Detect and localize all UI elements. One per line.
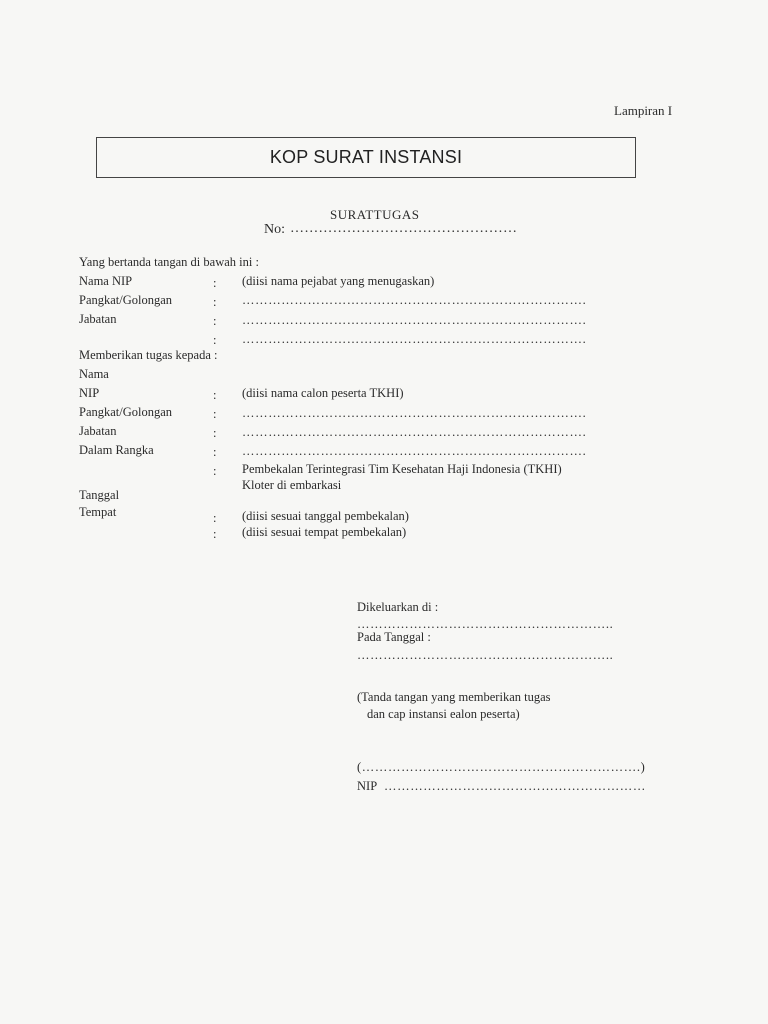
signer-extra-field: ……………………………………………………………………. <box>242 332 587 346</box>
colon: : <box>213 511 217 525</box>
document-title: SURATTUGAS <box>330 207 420 222</box>
letterhead-title: KOP SURAT INSTANSI <box>269 147 463 167</box>
signer-name-placeholder: (……………………………………………………….) <box>357 760 646 774</box>
assignee-tempat-label: Tempat <box>79 505 117 519</box>
assignee-pangkat-field: ……………………………………………………………………. <box>242 406 587 420</box>
assignee-dalam-rangka-label: Dalam Rangka <box>79 443 154 457</box>
letterhead-box <box>96 137 636 178</box>
colon: : <box>213 276 217 290</box>
document-number-label: No: <box>264 222 285 237</box>
issued-at-field: ………………………………………………….. <box>357 617 614 631</box>
signer-jabatan-label: Jabatan <box>79 312 117 326</box>
assignee-purpose-line-1: Pembekalan Terintegrasi Tim Kesehatan Haji Indonesia (TKHI) <box>242 462 562 476</box>
assignee-jabatan-label: Jabatan <box>79 424 117 438</box>
assignee-jabatan-field: ……………………………………………………………………. <box>242 425 587 439</box>
document-number-field: ………………………………………… <box>290 221 518 236</box>
colon: : <box>213 388 217 402</box>
signer-nip-field: …………………………………………………… <box>384 779 646 793</box>
issued-date-label: Pada Tanggal : <box>357 630 431 644</box>
assignee-purpose-line-2: Kloter di embarkasi <box>242 478 342 492</box>
colon: : <box>213 464 217 478</box>
assignee-nama-label: Nama <box>79 367 109 381</box>
assignee-dalam-rangka-field: ……………………………………………………………………. <box>242 444 587 458</box>
colon: : <box>213 445 217 459</box>
colon: : <box>213 314 217 328</box>
colon: : <box>213 426 217 440</box>
signer-jabatan-field: ……………………………………………………………………. <box>242 313 587 327</box>
assignee-nip-label: NIP <box>79 386 100 400</box>
signer-nip-label: NIP <box>357 779 378 793</box>
signature-note-line-2: dan cap instansi ealon peserta) <box>367 707 520 721</box>
signer-nama-nip-label: Nama NIP <box>79 274 133 288</box>
colon: : <box>213 407 217 421</box>
assignee-tanggal-label: Tanggal <box>79 488 120 502</box>
signer-intro: Yang bertanda tangan di bawah ini : <box>79 255 259 269</box>
signature-note-line-1: (Tanda tangan yang memberikan tugas <box>357 690 551 704</box>
signer-pangkat-label: Pangkat/Golongan <box>79 293 173 307</box>
assignee-tempat-value: (diisi sesuai tempat pembekalan) <box>242 525 407 539</box>
assignee-pangkat-label: Pangkat/Golongan <box>79 405 173 419</box>
assignee-tanggal-value: (diisi sesuai tanggal pembekalan) <box>242 509 409 523</box>
issued-at-label: Dikeluarkan di : <box>357 600 439 614</box>
colon: : <box>213 295 217 309</box>
assignee-nip-value: (diisi nama calon peserta TKHI) <box>242 386 404 400</box>
colon: : <box>213 527 217 541</box>
page-label: Lampiran I <box>614 103 673 118</box>
signer-pangkat-field: ……………………………………………………………………. <box>242 293 587 307</box>
signer-nama-nip-value: (diisi nama pejabat yang menugaskan) <box>242 274 435 288</box>
assignee-intro: Memberikan tugas kepada : <box>79 348 218 362</box>
colon: : <box>213 333 217 347</box>
issued-date-field: ………………………………………………….. <box>357 648 614 662</box>
